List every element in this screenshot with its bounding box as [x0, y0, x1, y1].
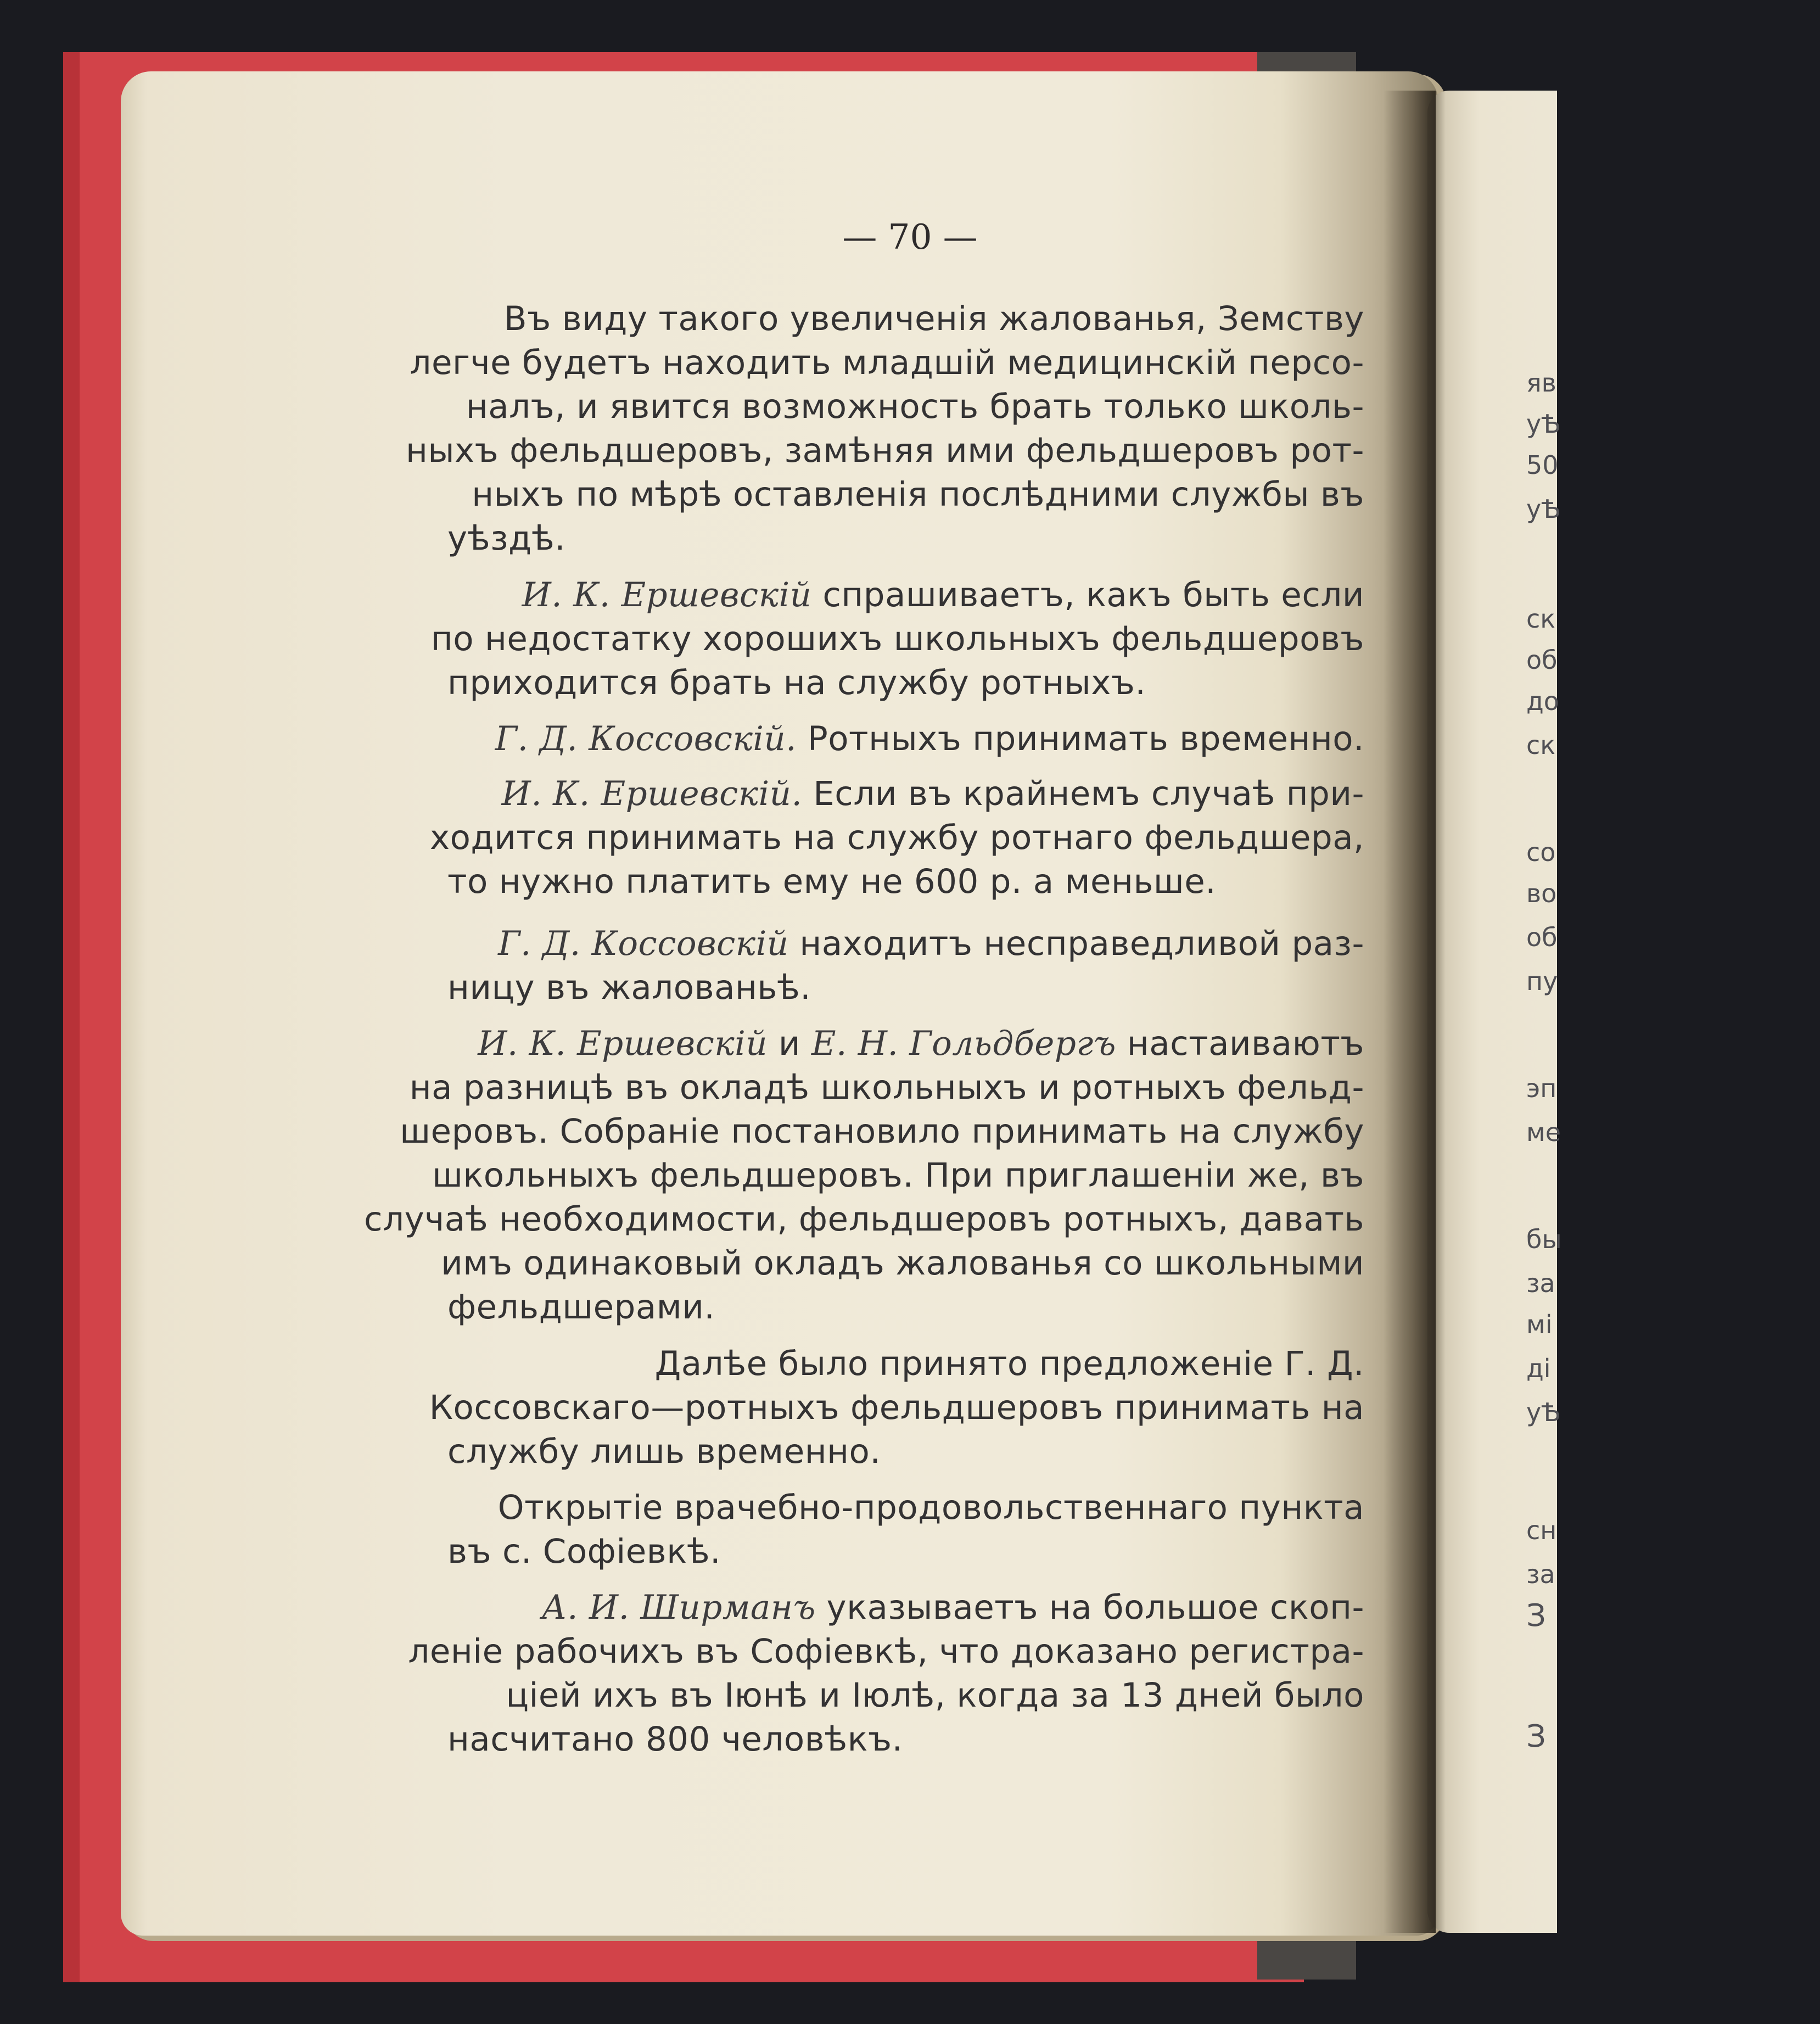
text-line: ныхъ по мѣрѣ оставленія послѣдними службы въ — [472, 475, 1364, 514]
text-line: Въ виду такого увеличенія жалованья, Земству — [503, 299, 1364, 338]
fragment: эп — [1526, 1073, 1557, 1103]
fragment: со — [1526, 837, 1556, 867]
text-line: ницу въ жалованьѣ. — [447, 968, 811, 1007]
text-line: ныхъ фельдшеровъ, замѣняя ими фельдшеровъ рот- — [405, 431, 1364, 470]
fragment: яв — [1526, 368, 1556, 398]
text-line: по недостатку хорошихъ школьныхъ фельдшеровъ — [430, 619, 1364, 658]
text-line: приходится брать на службу ротныхъ. — [447, 663, 1146, 702]
speaker-name: Г. Д. Коссовскій. — [495, 719, 797, 758]
speaker-name: И. К. Ершевскій — [522, 575, 812, 614]
fragment: пу — [1526, 966, 1558, 996]
text-line: леніе рабочихъ въ Софіевкѣ, что доказано регистра- — [408, 1632, 1364, 1671]
fragment: уѢ — [1526, 494, 1561, 524]
text-line — [0, 719, 1364, 758]
text-line: шеровъ. Собраніе постановило принимать на службу — [400, 1112, 1364, 1151]
text-line: то нужно платить ему не 600 р. а меньше. — [447, 862, 1217, 901]
text-line: случаѣ необходимости, фельдшеровъ ротныхъ, давать — [364, 1200, 1364, 1239]
speaker-name: И. К. Ершевскій. — [501, 774, 803, 813]
text-line: ціей ихъ въ Іюнѣ и Іюлѣ, когда за 13 дней было — [506, 1676, 1364, 1715]
text-line: Далѣе было принято предложеніе Г. Д. — [654, 1344, 1364, 1383]
text-line: ходится принимать на службу ротнаго фельдшера, — [429, 818, 1364, 857]
fragment: бы — [1526, 1225, 1562, 1254]
text-line: легче будетъ находить младшій медицинскій персо- — [410, 343, 1364, 382]
speaker-name: Г. Д. Коссовскій — [498, 924, 789, 963]
fragment: ме — [1526, 1117, 1561, 1147]
text-line: Коссовскаго—ротныхъ фельдшеровъ принимать на — [429, 1388, 1364, 1427]
page-number: — 70 — — [842, 217, 978, 257]
text-line: на разницѣ въ окладѣ школьныхъ и ротныхъ фельд- — [409, 1068, 1364, 1107]
fragment: мі — [1526, 1310, 1553, 1339]
fragment: за — [1526, 1559, 1555, 1589]
speech-text: указываетъ на большое скоп- — [815, 1588, 1364, 1627]
speaker-name: И. К. Ершевскій — [478, 1024, 768, 1063]
fragment: ск — [1526, 730, 1556, 760]
text-line — [0, 774, 1364, 813]
text-line: насчитано 800 человѣкъ. — [447, 1720, 903, 1759]
text-line: службу лишь временно. — [447, 1432, 881, 1471]
fragment: ск — [1526, 604, 1556, 634]
speech-text: находитъ несправедливой раз- — [788, 924, 1364, 963]
text-line: налъ, и явится возможность брать только школь- — [466, 387, 1364, 426]
speech-text: Если въ крайнемъ случаѣ при- — [802, 774, 1364, 813]
fragment: уѢ — [1526, 1397, 1561, 1427]
fragment: об — [1526, 645, 1558, 675]
speaker-name: А. И. Ширманъ — [541, 1588, 816, 1627]
fragment: ді — [1526, 1354, 1551, 1383]
text-line: уѣздѣ. — [447, 519, 566, 558]
next-page-edge — [1427, 91, 1557, 1933]
speech-text: спрашиваетъ, какъ быть если — [811, 575, 1364, 614]
fragment: З — [1526, 1719, 1546, 1754]
text-line: школьныхъ фельдшеровъ. При приглашеніи же, въ — [432, 1156, 1364, 1195]
fragment: за — [1526, 1268, 1555, 1298]
text-line — [0, 575, 1364, 614]
fragment: уѢ — [1526, 409, 1561, 439]
speech-text: настаиваютъ — [1116, 1024, 1364, 1063]
page-gutter-shadow — [1384, 91, 1436, 1933]
text-line: фельдшерами. — [447, 1288, 715, 1327]
fragment: сн — [1526, 1516, 1557, 1545]
text-line — [0, 924, 1364, 963]
fragment: З — [1526, 1598, 1546, 1634]
fragment: до — [1526, 686, 1559, 716]
speaker-name: Е. Н. Гольдбергъ — [811, 1024, 1116, 1063]
speech-text: и — [768, 1024, 811, 1063]
text-line: въ с. Софіевкѣ. — [447, 1532, 721, 1571]
text-line — [0, 1588, 1364, 1627]
text-line — [0, 1024, 1364, 1063]
fragment: во — [1526, 879, 1557, 908]
text-line: имъ одинаковый окладъ жалованья со школьными — [441, 1244, 1364, 1283]
fragment: об — [1526, 922, 1558, 952]
speech-text: Ротныхъ принимать временно. — [797, 719, 1364, 758]
text-line: Открытіе врачебно-продовольственнаго пункта — [497, 1488, 1364, 1527]
fragment: 50 — [1526, 450, 1559, 480]
